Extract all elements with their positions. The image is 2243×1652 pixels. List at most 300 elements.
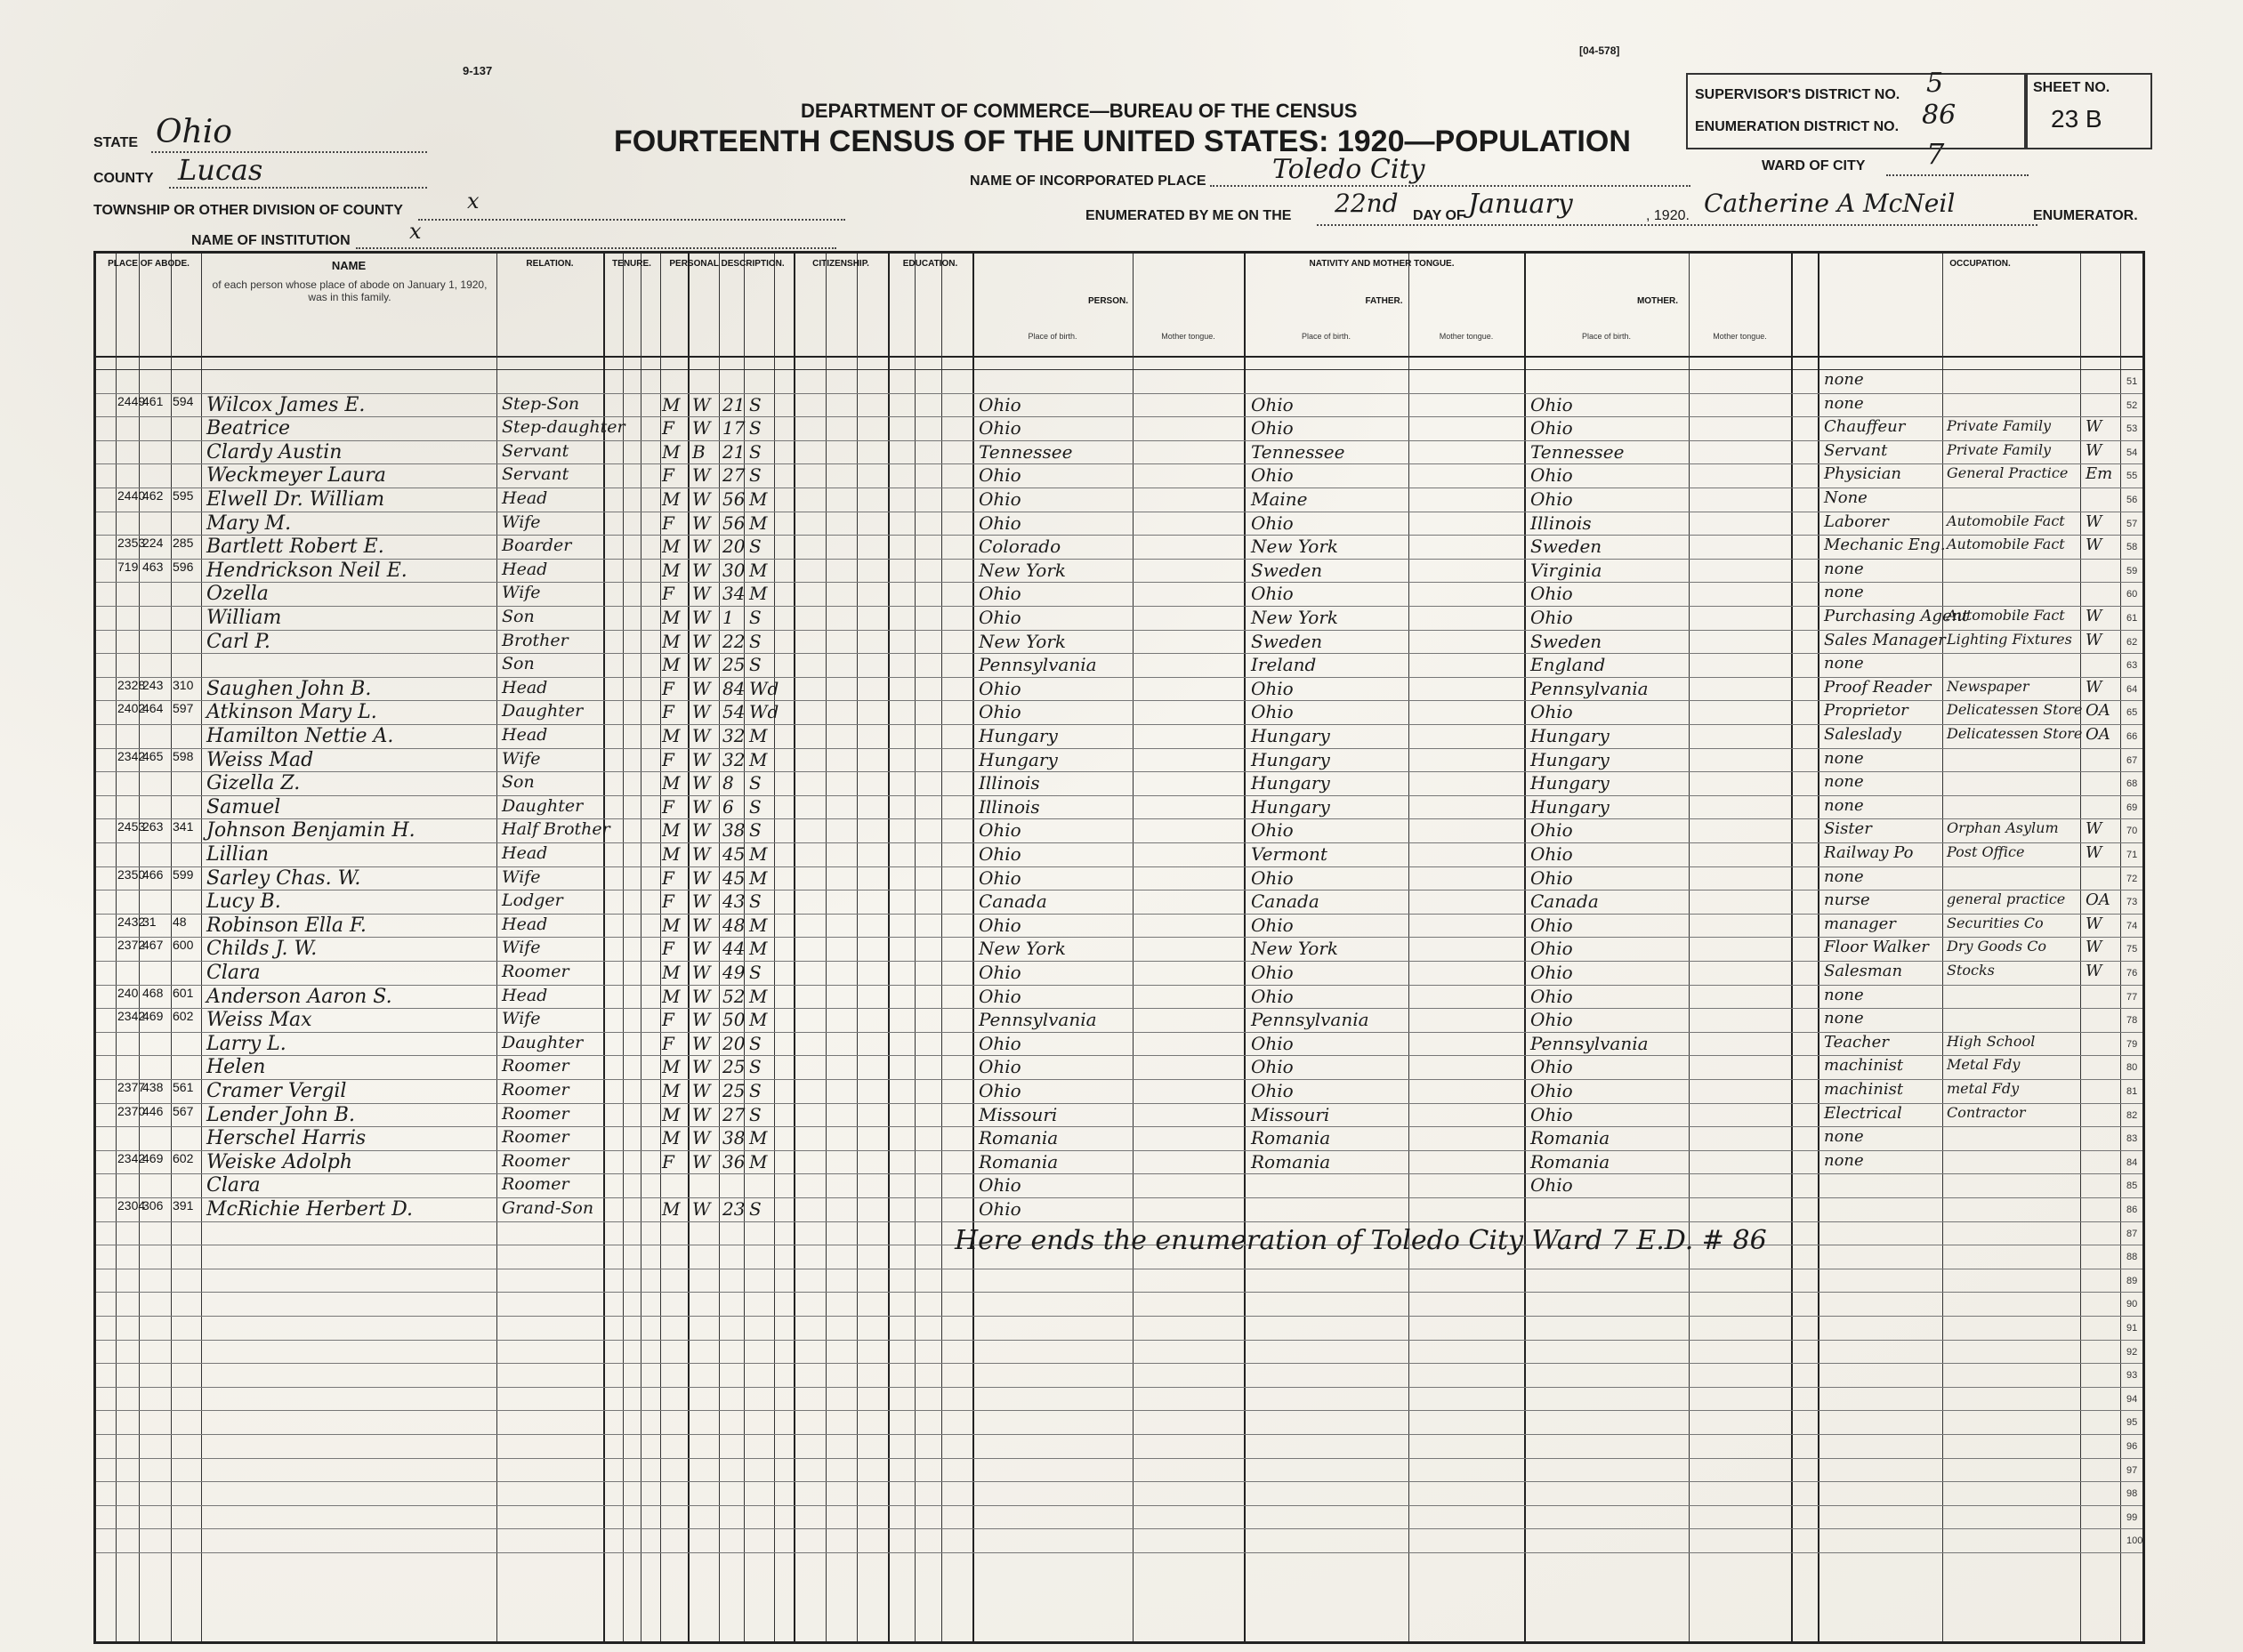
occupation: Mechanic Eng. [1824,536,1946,555]
occupation: Proof Reader [1824,677,1932,697]
house-number: 719 [117,559,139,574]
marital-status: S [749,1080,762,1101]
relation: Step-daughter [502,417,625,438]
employer-class: W [2086,630,2102,649]
name-heading: NAME [331,259,367,272]
enumerator-value: Catherine A McNeil [1704,189,1956,218]
day-of-label: DAY OF [1413,208,1465,223]
father-birthplace: Missouri [1251,1103,1330,1125]
mother-birthplace: Hungary [1530,772,1610,794]
employer-class: W [2086,962,2102,980]
race: W [692,866,711,889]
father-birthplace: New York [1251,536,1338,558]
sex: F [662,583,674,605]
age: 32 [722,748,746,770]
birthplace: Ohio [979,583,1021,605]
age: 27 [722,1103,746,1125]
person-name: Samuel [206,795,281,818]
row-number: 56 [2126,495,2138,505]
county-label: COUNTY [93,171,154,186]
race: W [692,488,711,510]
birthplace: Ohio [979,914,1021,936]
family-number: 598 [173,748,194,763]
mother-birthplace: Ohio [1530,962,1573,983]
father-birthplace: Maine [1251,488,1308,510]
township-label: TOWNSHIP OR OTHER DIVISION OF COUNTY [93,203,403,218]
family-number: 310 [173,677,194,692]
occupation: Chauffeur [1824,417,1906,437]
row-divider [96,1340,2142,1341]
mother-birthplace: Ohio [1530,1009,1573,1031]
birthplace: Hungary [979,725,1058,746]
birthplace: Illinois [979,772,1040,794]
mother-birthplace: Ohio [1530,488,1573,510]
age: 54 [722,701,746,723]
district-box [1686,73,2028,149]
birthplace: Ohio [979,1032,1021,1054]
father-birthplace: Ohio [1251,1080,1294,1101]
row-divider [96,1363,2142,1364]
occupation-heading: OCCUPATION. [1949,259,2011,269]
marital-status: S [749,464,762,487]
state-value: Ohio [156,114,232,150]
family-number: 561 [173,1080,194,1094]
row-number: 80 [2126,1062,2138,1074]
age: 30 [722,559,746,581]
institution-value: x [409,219,422,244]
occupation: none [1824,583,1864,602]
relation: Daughter [502,1032,584,1052]
house-number: 2402 [117,701,146,716]
census-title: FOURTEENTH CENSUS OF THE UNITED STATES: 1920—POPULATION [614,125,1631,158]
row-divider [96,1481,2142,1482]
row-number: 100 [2126,1535,2143,1547]
father-birthplace: Ohio [1251,512,1294,534]
age: 6 [722,795,734,818]
father-birthplace: Hungary [1251,772,1330,794]
sex: M [662,488,681,510]
row-divider [96,1505,2142,1506]
mother-birthplace: Ohio [1530,985,1573,1007]
birthplace: Ohio [979,866,1021,889]
row-number: 92 [2126,1346,2138,1358]
house-number: 2342 [117,748,146,763]
mother-birthplace: Ohio [1530,1103,1573,1125]
birthplace: Ohio [979,1174,1021,1197]
house-number: 2377 [117,1080,146,1094]
employer-class: OA [2086,725,2110,744]
industry: Delicatessen Store [1947,725,2083,742]
house-number: 2342 [117,1009,146,1024]
supervisor-value: 5 [1926,68,1944,99]
birthplace: Canada [979,890,1047,913]
relation: Head [502,559,548,579]
mother-birthplace: Ohio [1530,1056,1573,1078]
race: W [692,393,711,415]
family-number: 48 [173,914,187,929]
mother-birthplace: Sweden [1530,630,1602,652]
birthplace: Ohio [979,512,1021,534]
birthplace: Ohio [979,701,1021,723]
nativity-heading: NATIVITY AND MOTHER TONGUE. [1309,259,1455,269]
father-birthplace: Ohio [1251,464,1294,487]
marital-status: M [749,1009,768,1031]
row-number: 90 [2126,1299,2138,1310]
occupation: nurse [1824,890,1870,910]
mother-birthplace: Ohio [1530,701,1573,723]
race: W [692,725,711,746]
row-number: 72 [2126,873,2138,884]
house-number: 2353 [117,536,146,551]
family-number: 600 [173,938,194,953]
row-number: 76 [2126,968,2138,979]
marital-status: Wd [749,701,779,723]
supervisor-label: SUPERVISOR'S DISTRICT NO. [1695,87,1900,102]
row-number: 97 [2126,1464,2138,1476]
relation: Son [502,607,535,626]
marital-status: S [749,962,762,983]
relation: Head [502,985,548,1005]
marital-status: S [749,795,762,818]
house-number: 2328 [117,677,146,692]
marital-status: S [749,630,762,652]
occupation: Sales Manager [1824,630,1946,649]
relation: Boarder [502,536,572,556]
father-birthplace: Ireland [1251,654,1317,676]
house-number: 2342 [117,1150,146,1165]
family-number: 597 [173,701,194,716]
row-number: 93 [2126,1370,2138,1382]
father-birthplace: Ohio [1251,914,1294,936]
occupation: none [1824,1009,1864,1028]
mother-birthplace: Illinois [1530,512,1592,534]
race: W [692,938,711,960]
sex: M [662,985,681,1007]
dwelling-number: 263 [142,819,164,834]
mother-birthplace: Hungary [1530,725,1610,746]
census-table [93,251,2145,1644]
marital-status: S [749,890,762,913]
father-birthplace: Ohio [1251,393,1294,415]
relation: Servant [502,464,569,485]
father-heading: FATHER. [1365,296,1403,306]
person-name: Atkinson Mary L. [206,701,377,724]
mother-birthplace: Ohio [1530,914,1573,936]
age: 56 [722,488,746,510]
person-name: Weiske Adolph [206,1150,353,1173]
person-name: Clara [206,962,261,984]
occupation: Railway Po [1824,843,1914,862]
age: 21 [722,440,746,463]
age: 23 [722,1198,746,1220]
relation: Wife [502,1009,541,1029]
mother-birthplace: Ohio [1530,843,1573,865]
employer-class: Em [2086,464,2113,484]
mother-birthplace: Ohio [1530,464,1573,487]
year-text: , 1920. [1646,208,1690,223]
family-number: 391 [173,1198,194,1213]
sheet-label: SHEET NO. [2033,80,2110,95]
age: 17 [722,417,746,439]
person-name: Mary M. [206,512,292,535]
marital-status: S [749,417,762,439]
race: W [692,962,711,983]
row-number: 69 [2126,802,2138,813]
mother-birthplace: Hungary [1530,795,1610,818]
birthplace: Ohio [979,843,1021,865]
mother-birthplace: Pennsylvania [1530,677,1649,699]
occupation: Electrical [1824,1103,1902,1123]
row-number: 57 [2126,518,2138,529]
institution-label: NAME OF INSTITUTION [191,233,351,248]
row-number: 96 [2126,1441,2138,1452]
person-name: Herschel Harris [206,1127,367,1150]
race: W [692,464,711,487]
employer-class: W [2086,819,2102,839]
dwelling-number: 306 [142,1198,164,1213]
industry: Dry Goods Co [1947,938,2047,955]
township-value: x [467,189,480,214]
age: 45 [722,866,746,889]
age: 44 [722,938,746,960]
row-number: 62 [2126,636,2138,648]
birthplace: New York [979,559,1066,581]
row-divider [96,1528,2142,1529]
race: W [692,1009,711,1031]
father-birthplace: Vermont [1251,843,1327,865]
employer-class: OA [2086,701,2110,721]
person-name: Hendrickson Neil E. [206,559,407,582]
row-number: 51 [2126,376,2138,387]
relation: Grand-Son [502,1198,594,1218]
sex: M [662,1127,681,1149]
row-number: 67 [2126,754,2138,766]
row-number: 78 [2126,1015,2138,1027]
marital-status: M [749,748,768,770]
occupation: Saleslady [1824,725,1901,744]
enumerator-label: ENUMERATOR. [2033,208,2138,223]
occupation: Purchasing Agent [1824,607,1969,625]
row-number: 53 [2126,423,2138,435]
occupation: manager [1824,914,1896,933]
row-number: 94 [2126,1393,2138,1405]
row-number: 61 [2126,613,2138,624]
race: W [692,512,711,534]
sex: F [662,795,674,818]
relation: Roomer [502,962,569,981]
industry: Metal Fdy [1947,1056,2021,1074]
sex: F [662,748,674,770]
row-number: 86 [2126,1205,2138,1215]
industry: Automobile Fact [1947,607,2065,624]
family-number: 601 [173,985,194,1000]
row-divider [96,1552,2142,1553]
person-name: Bartlett Robert E. [206,536,384,559]
employer-class: W [2086,938,2102,957]
row-number: 75 [2126,944,2138,955]
person-name: Sarley Chas. W. [206,866,361,890]
birthplace: Ohio [979,417,1021,439]
occupation: none [1824,795,1864,815]
birthplace: New York [979,938,1066,960]
row-divider [96,1458,2142,1459]
industry: Post Office [1947,843,2025,860]
row-number: 84 [2126,1156,2138,1168]
marital-status: M [749,914,768,936]
industry: Private Family [1947,440,2052,458]
house-number: 2350 [117,866,146,882]
birthplace: Ohio [979,1080,1021,1101]
dwelling-number: 462 [142,488,164,503]
dwelling-number: 463 [142,559,164,574]
dwelling-number: 224 [142,536,164,551]
sex: M [662,1080,681,1101]
relation: Head [502,725,548,745]
row-number: 99 [2126,1511,2138,1523]
mother-birthplace: Hungary [1530,748,1610,770]
person-name: Hamilton Nettie A. [206,725,394,747]
marital-status: S [749,1198,762,1220]
house-number: 2453 [117,819,146,834]
incorporated-value: Toledo City [1272,154,1425,185]
person-name: Carl P. [206,630,270,653]
birthplace: Colorado [979,536,1061,558]
citizenship-heading: CITIZENSHIP. [812,259,869,269]
personal-heading: PERSONAL DESCRIPTION. [669,259,785,269]
row-divider [96,1410,2142,1411]
birthplace: Illinois [979,795,1040,818]
race: W [692,417,711,439]
person-name: Ozella [206,583,269,606]
race: W [692,536,711,558]
dwelling-number: 438 [142,1080,164,1094]
sex: M [662,559,681,581]
relation: Roomer [502,1056,569,1076]
father-birthplace: New York [1251,938,1338,960]
marital-status: S [749,393,762,415]
row-number: 88 [2126,1252,2138,1263]
person-name: Johnson Benjamin H. [206,819,416,842]
family-number: 594 [173,393,194,408]
occupation: Proprietor [1824,701,1908,721]
marital-status: M [749,559,768,581]
person-name: Weckmeyer Laura [206,464,386,488]
sex: M [662,607,681,628]
relation: Wife [502,583,541,603]
marital-status: S [749,440,762,463]
form-number-right: [04-578] [1579,44,1620,57]
row-number: 65 [2126,707,2138,719]
father-birthplace: Romania [1251,1127,1331,1149]
father-birthplace: Ohio [1251,677,1294,699]
race: W [692,654,711,676]
sex: F [662,417,674,439]
birthplace: Ohio [979,1198,1021,1220]
employer-class: W [2086,843,2102,862]
relation: Servant [502,440,569,461]
relation: Wife [502,866,541,887]
marital-status: M [749,866,768,889]
marital-status: S [749,1032,762,1054]
age: 20 [722,1032,746,1054]
row-number: 74 [2126,920,2138,931]
family-number: 596 [173,559,194,574]
father-birthplace: Ohio [1251,1056,1294,1078]
name-note: of each person whose place of abode on January 1, 1920, was in this family. [212,278,488,303]
row-number: 54 [2126,447,2138,458]
father-birthplace: Ohio [1251,583,1294,605]
relation: Daughter [502,701,584,721]
form-number: 9-137 [463,64,493,77]
race: W [692,583,711,605]
relation: Head [502,488,548,508]
county-value: Lucas [178,153,263,187]
row-number: 83 [2126,1133,2138,1145]
industry: Orphan Asylum [1947,819,2059,837]
industry: Securities Co [1947,914,2044,931]
dwelling-number: 446 [142,1103,164,1118]
mother-birthplace: Canada [1530,890,1599,913]
dwelling-number: 465 [142,748,164,763]
person-pob-heading: Place of birth. [1028,332,1077,341]
birthplace: Romania [979,1150,1059,1173]
race: W [692,701,711,723]
father-pob-heading: Place of birth. [1301,332,1351,341]
mother-birthplace: Romania [1530,1127,1610,1149]
father-birthplace: Pennsylvania [1251,1009,1369,1031]
tenure-heading: TENURE. [612,259,651,269]
industry: Automobile Fact [1947,536,2065,553]
marital-status: M [749,985,768,1007]
employer-class: OA [2086,890,2110,910]
dwelling-number: 466 [142,866,164,882]
family-number: 341 [173,819,194,834]
birthplace: Ohio [979,464,1021,487]
race: W [692,819,711,842]
mother-tongue-heading: Mother tongue. [1713,332,1767,341]
father-birthplace: Ohio [1251,962,1294,983]
sex: M [662,914,681,936]
relation: Head [502,843,548,863]
person-name: William [206,607,282,629]
row-number: 70 [2126,826,2138,837]
mother-birthplace: Virginia [1530,559,1602,581]
birthplace: Ohio [979,819,1021,842]
house-number: 2370 [117,1103,146,1118]
occupation: Floor Walker [1824,938,1929,957]
sex: M [662,393,681,415]
industry: Lighting Fixtures [1947,630,2072,648]
age: 49 [722,962,746,983]
father-birthplace: Ohio [1251,866,1294,889]
mother-birthplace: Ohio [1530,819,1573,842]
dwelling-number: 467 [142,938,164,953]
age: 22 [722,630,746,652]
employer-class: W [2086,914,2102,933]
marital-status: M [749,1150,768,1173]
person-name: Lucy B. [206,890,281,914]
sex: M [662,630,681,652]
father-birthplace: New York [1251,607,1338,628]
race: W [692,1080,711,1101]
mother-birthplace: Ohio [1530,417,1573,439]
house-number: 2304 [117,1198,146,1213]
occupation: machinist [1824,1080,1904,1099]
relation: Roomer [502,1103,569,1124]
row-divider [96,1387,2142,1388]
mother-pob-heading: Place of birth. [1581,332,1632,341]
occupation: Physician [1824,464,1902,484]
